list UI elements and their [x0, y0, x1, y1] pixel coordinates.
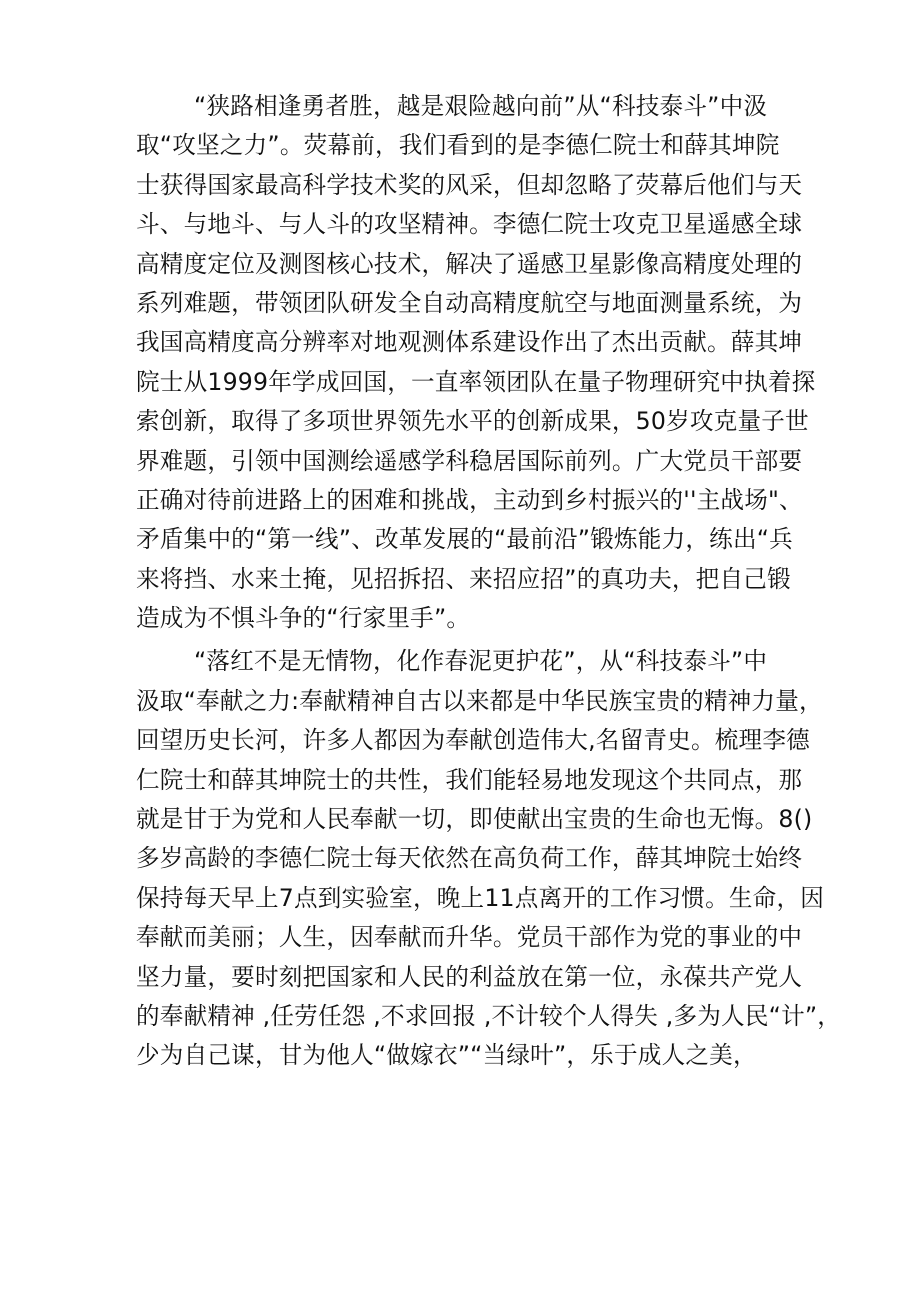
paragraph-2-line-1: “落红不是无情物，化作春泥更护花”，从“科技泰斗”中 — [194, 647, 768, 676]
paragraph-2-line-4: 仁院士和薛其坤院士的共性，我们能轻易地发现这个共同点，那 — [136, 765, 803, 794]
paragraph-1-line-6: 系列难题，带领团队研发全自动高精度航空与地面测量系统，为 — [136, 288, 803, 317]
paragraph-1-line-7: 我国高精度高分辨率对地观测体系建设作出了杰出贡献。薛其坤 — [136, 328, 803, 357]
paragraph-2-line-8: 奉献而美丽；人生，因奉献而升华。党员干部作为党的事业的中 — [136, 923, 803, 952]
paragraph-1-line-11: 正确对待前进路上的困难和挑战，主动到乡村振兴的''主战场"、 — [136, 485, 803, 514]
paragraph-1-line-13: 来将挡、水来土掩，见招拆招、来招应招”的真功夫，把自己锻 — [136, 564, 791, 593]
paragraph-1 — [136, 87, 826, 638]
paragraph-2 — [136, 642, 842, 1075]
paragraph-2-line-2: 汲取“奉献之力:奉献精神自古以来都是中华民族宝贵的精神力量， — [136, 686, 823, 715]
paragraph-1-line-10: 界难题，引领中国测绘遥感学科稳居国际前列。广大党员干部要 — [136, 446, 803, 475]
paragraph-1-line-4: 斗、与地斗、与人斗的攻坚精神。李德仁院士攻克卫星遥感全球 — [136, 210, 803, 239]
paragraph-1-line-8: 院士从1999年学成回国，一直率领团队在量子物理研究中执着探 — [136, 367, 816, 396]
document-body — [136, 87, 842, 1076]
paragraph-1-line-9: 索创新，取得了多项世界领先水平的创新成果，50岁攻克量子世 — [136, 407, 809, 436]
paragraph-2-line-10: 的奉献精神 ,任劳任怨 ,不求回报 ,不计较个人得失 ,多为人民“计”， — [136, 1001, 842, 1030]
paragraph-2-line-7: 保持每天早上7点到实验室，晚上11点离开的工作习惯。生命，因 — [136, 883, 825, 912]
paragraph-2-line-11: 少为自己谋，甘为他人“做嫁衣”“当绿叶”，乐于成人之美， — [136, 1041, 757, 1070]
paragraph-1-line-5: 高精度定位及测图核心技术，解决了遥感卫星影像高精度处理的 — [136, 249, 803, 278]
paragraph-1-line-3: 士获得国家最高科学技术奖的风采，但却忽略了荧幕后他们与天 — [136, 170, 803, 199]
paragraph-1-line-1: “狭路相逢勇者胜，越是艰险越向前”从“科技泰斗”中汲 — [194, 92, 768, 120]
paragraph-2-line-5: 就是甘于为党和人民奉献一切，即使献出宝贵的生命也无悔。8() — [136, 805, 813, 834]
paragraph-1-line-14: 造成为不惧斗争的“行家里手”。 — [136, 604, 471, 633]
paragraph-2-line-9: 坚力量，要时刻把国家和人民的利益放在第一位，永葆共产党人 — [136, 962, 803, 991]
paragraph-2-line-3: 回望历史长河，许多人都因为奉献创造伟大,名留青史。梳理李德 — [136, 726, 810, 755]
paragraph-1-line-2: 取“攻坚之力”。荧幕前，我们看到的是李德仁院士和薛其坤院 — [136, 131, 780, 160]
paragraph-1-line-12: 矛盾集中的“第一线”、改革发展的“最前沿”锻炼能力，练出“兵 — [136, 525, 793, 554]
paragraph-2-line-6: 多岁高龄的李德仁院士每天依然在高负荷工作，薛其坤院士始终 — [136, 844, 803, 873]
